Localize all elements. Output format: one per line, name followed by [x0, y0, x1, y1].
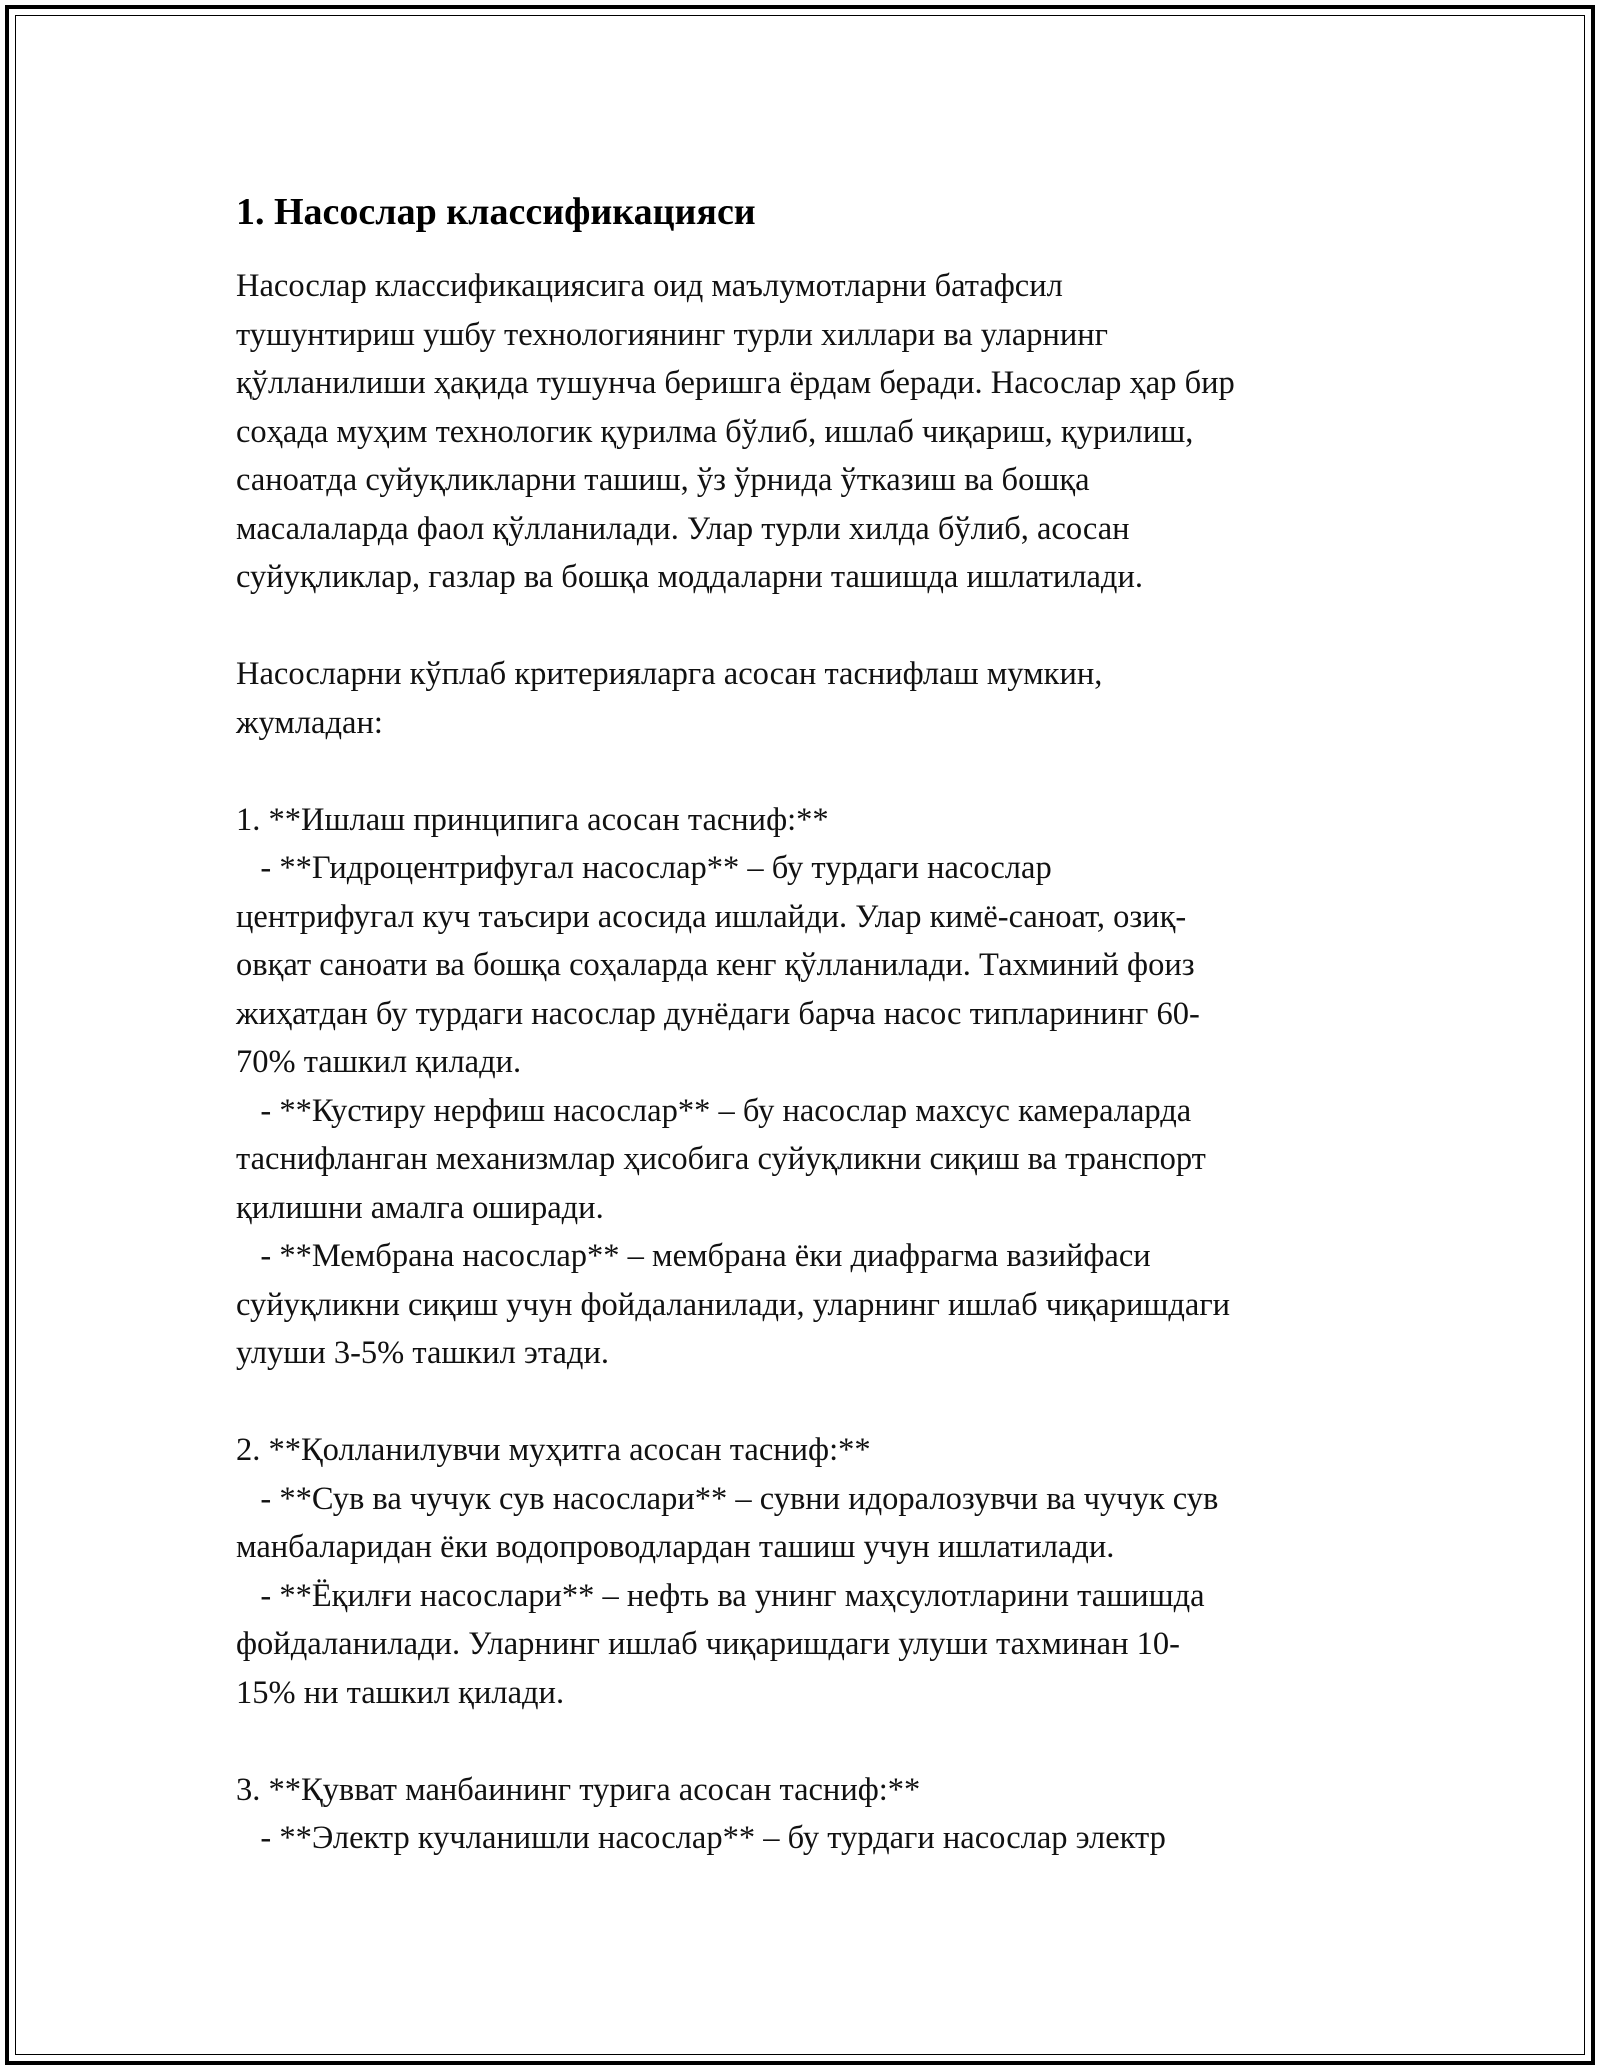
intro-line: соҳада муҳим технологик қурилма бўлиб, ишлаб чиқариш, қурилиш,	[236, 413, 1194, 450]
criteria-paragraph	[236, 650, 1376, 747]
intro-line: Насослар классификациясига оид маълумотларни батафсил	[236, 268, 1063, 304]
section-1-line: - **Кустиру нерфиш насослар** – бу насослар махсус камераларда	[236, 1092, 1192, 1129]
paragraph-spacer	[236, 747, 1376, 796]
intro-line: тушунтириш ушбу технологиянинг турли хиллари ва уларнинг	[236, 316, 1109, 353]
intro-line: саноатда суйуқликларни ташиш, ўз ўрнида ўтказиш ва бошқа	[236, 462, 1090, 498]
paragraph-spacer	[236, 602, 1376, 651]
section-1-line: улуши 3-5% ташкил этади.	[236, 1335, 609, 1371]
section-2-line: 2. **Қолланилувчи муҳитга асосан тасниф:**	[236, 1432, 871, 1468]
document-body	[236, 188, 1376, 1863]
classification-section-2	[236, 1426, 1376, 1717]
intro-line: қўлланилиши ҳақида тушунча беришга ёрдам беради. Насослар ҳар бир	[236, 365, 1235, 401]
intro-line: суйуқликлар, газлар ва бошқа моддаларни ташишда ишлатилади.	[236, 559, 1143, 595]
paragraph-spacer	[236, 1717, 1376, 1766]
section-1-line: қилишни амалга оширади.	[236, 1189, 604, 1226]
section-1-line: - **Гидроцентрифугал насослар** – бу турдаги насослар	[236, 850, 1052, 886]
section-3-line: 3. **Қувват манбаининг турига асосан тасниф:**	[236, 1771, 921, 1808]
section-1-line: овқат саноати ва бошқа соҳаларда кенг қўлланилади. Тахминий фоиз	[236, 947, 1195, 983]
section-2-line: - **Ёқилғи насослари** – нефть ва унинг маҳсулотларини ташишда	[236, 1577, 1205, 1614]
section-1-line: таснифланган механизмлар ҳисобига суйуқликни сиқиш ва транспорт	[236, 1141, 1206, 1177]
classification-section-3	[236, 1766, 1376, 1863]
paragraph-spacer	[236, 1378, 1376, 1427]
section-1-line: - **Мембрана насослар** – мембрана ёки диафрагма вазийфаси	[236, 1238, 1151, 1274]
intro-paragraph	[236, 262, 1376, 602]
intro-line: масалаларда фаол қўлланилади. Улар турли хилда бўлиб, асосан	[236, 510, 1130, 547]
section-2-line: - **Сув ва чучук сув насослари** – сувни идоралозувчи ва чучук сув	[236, 1480, 1219, 1517]
section-2-line: фойдаланилади. Уларнинг ишлаб чиқаришдаги улуши тахминан 10-	[236, 1626, 1180, 1662]
section-1-line: суйуқликни сиқиш учун фойдаланилади, уларнинг ишлаб чиқаришдаги	[236, 1286, 1231, 1323]
classification-section-1	[236, 796, 1376, 1378]
section-1-line: жиҳатдан бу турдаги насослар дунёдаги барча насос типларининг 60-	[236, 995, 1200, 1032]
criteria-line: Насосларни кўплаб критерияларга асосан таснифлаш мумкин,	[236, 656, 1103, 692]
section-3-line: - **Электр кучланишли насослар** – бу турдаги насослар электр	[236, 1820, 1166, 1856]
section-1-line: 70% ташкил қилади.	[236, 1044, 522, 1080]
section-2-line: манбаларидан ёки водопроводлардан ташиш учун ишлатилади.	[236, 1529, 1115, 1565]
criteria-line: жумладан:	[236, 704, 383, 741]
section-1-line: 1. **Ишлаш принципига асосан тасниф:**	[236, 801, 829, 838]
section-heading: 1. Насослар классификацияси	[236, 191, 756, 233]
section-2-line: 15% ни ташкил қилади.	[236, 1674, 565, 1711]
section-1-line: центрифугал куч таъсири асосида ишлайди. Улар кимё-саноат, озиқ-	[236, 898, 1187, 935]
